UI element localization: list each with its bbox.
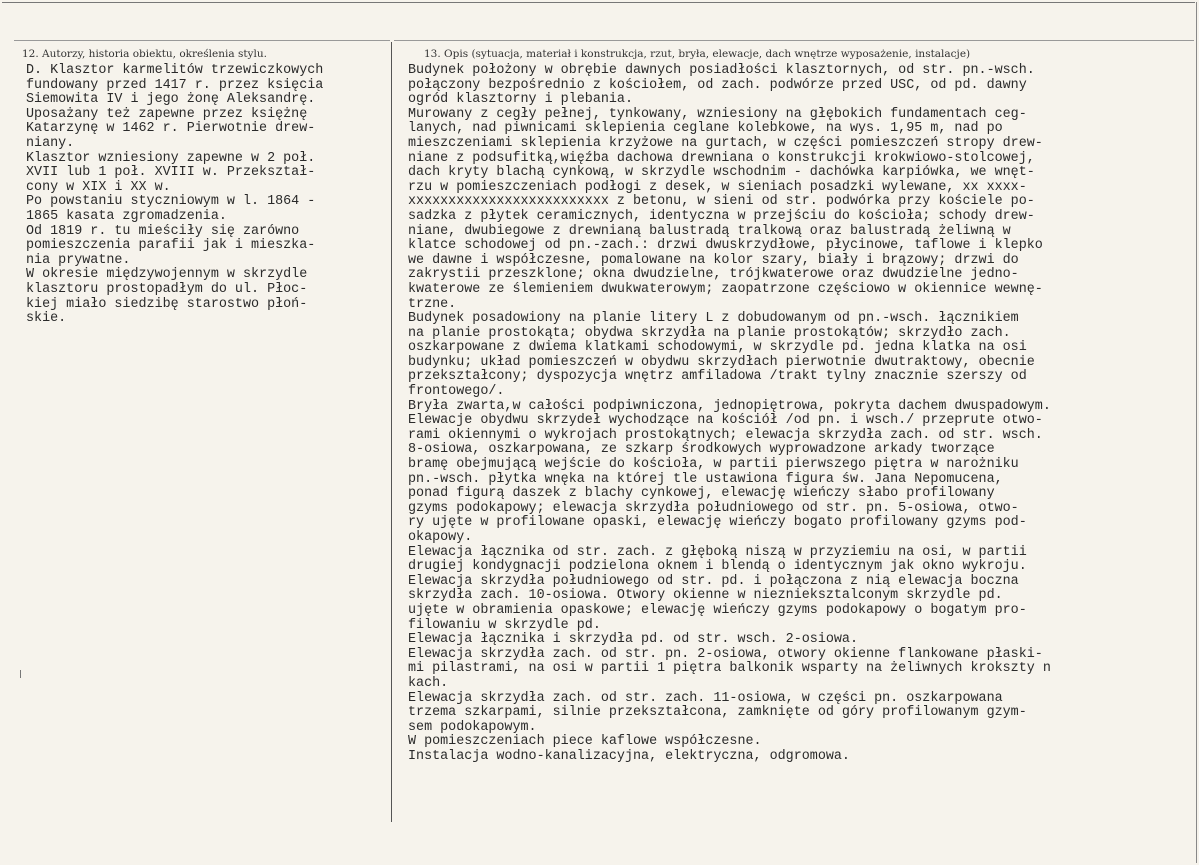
section-12-header: 12. Autorzy, historia obiektu, określenia stylu. xyxy=(22,48,267,60)
margin-tick xyxy=(20,670,21,678)
header-rule-left xyxy=(14,40,390,41)
header-rule-right xyxy=(394,40,1194,41)
description-text: Budynek położony w obrębie dawnych posiadłości klasztornych, od str. pn.-wsch. połączony bezpośrednio z kościołem, od zach. podwórze przed USC, od pd. dawny ogród klasztorny i plebania. Murowany z cegły pełnej, tynkowany, wzniesiony na głębokich fundamentach ceg- lanych, nad piwnicami sklepienia ceglane kolebkowe, na wys. 1,95 m, nad po mieszczeniami sklepienia krzyżowe na gurtach, w części pomieszczeń stropy drew- niane z podsufitką,więźba dachowa drewniana o konstrukcji krokwiowo-stolcowej, dach kryty blachą cynkową, w skrzydle wschodnim - dachówka karpiówka, we wnęt- rzu w pomieszczeniach podłogi z desek, w sieniach posadzki wylewane, xx xxxx- xxxxxxxxxxxxxxxxxxxxxxxxx z betonu, w sieni od str. podwórka przy kościele po- sadzka z płytek ceramicznych, identyczna w przejściu do kościoła; schody drew- niane, dwubiegowe z drewnianą balustradą tralkową oraz balustradą żeliwną w klatce schodowej od pn.-zach.: drzwi dwuskrzydłowe, płycinowe, taflowe i klepko we dawne i współczesne, pomalowane na kolor szary, biały i brązowy; drzwi do zakrystii przeszklone; okna dwudzielne, trójkwaterowe oraz dwudzielne jedno- kwaterowe ze ślemieniem dwukwaterowym; zaopatrzone częściowo w okiennice wewnę- trzne. Budynek posadowiony na planie litery L z dobudowanym od pn.-wsch. łącznikiem na planie prostokąta; obydwa skrzydła na planie prostokątów; skrzydło zach. oszkarpowane z dwiema klatkami schodowymi, w skrzydle pd. jedna klatka na osi budynku; układ pomieszczeń w obydwu skrzydłach pierwotnie dwutraktowy, obecnie przekształcony; dyspozycja wnętrz amfiladowa /trakt tylny znacznie szerszy od frontowego/. Bryła zwarta,w całości podpiwniczona, jednopiętrowa, pokryta dachem dwuspadowym. Elewacje obydwu skrzydeł wychodzące na kościół /od pn. i wsch./ przeprute otwo- rami okiennymi o wykrojach prostokątnych; elewacja skrzydła zach. od str. wsch. 8-osiowa, oszkarpowana, ze szkarp środkowych wyprowadzone arkady tworzące bramę obejmującą wejście do kościoła, w partii pierwszego piętra w narożniku pn.-wsch. płytka wnęka na której tle ustawiona figura św. Jana Nepomucena, ponad figurą daszek z blachy cynkowej, elewację wieńczy słabo profilowany gzyms podokapowy; elewacja skrzydła południowego od str. pn. 5-osiowa, otwo- ry ujęte w profilowane opaski, elewację wieńczy bogato profilowany gzyms pod- okapowy. Elewacja łącznika od str. zach. z głęboką niszą w przyziemiu na osi, w partii drugiej kondygnacji podzielona oknem i blendą o identycznym jak okno wykroju. Elewacja skrzydła południowego od str. pd. i połączona z nią elewacja boczna skrzydła zach. 10-osiowa. Otwory okienne w nieznieksztalconym skrzydle pd. ujęte w obramienia opaskowe; elewację wieńczy gzyms podokapowy o bogatym pro- filowaniu w skrzydle pd. Elewacja łącznika i skrzydła pd. od str. wsch. 2-osiowa. Elewacja skrzydła zach. od str. pn. 2-osiowa, otwory okienne flankowane płaski- mi pilastrami, na osi w partii 1 piętra balkonik wsparty na żeliwnych krokszty n kach. Elewacja skrzydła zach. od str. zach. 11-osiowa, w części pn. oszkarpowana trzema szkarpami, silnie przekształcona, zamknięte od góry profilowanym gzym- sem podokapowym. W pomieszczeniach piece kaflowe współczesne. Instalacja wodno-kanalizacyjna, elektryczna, odgromowa. xyxy=(408,63,1051,764)
column-divider xyxy=(391,42,392,822)
top-border xyxy=(2,2,1195,7)
right-border xyxy=(1196,2,1197,863)
history-text: D. Klasztor karmelitów trzewiczkowych fundowany przed 1417 r. przez księcia Siemowita IV i jego żonę Aleksandrę. Uposażany też zapewne przez księżnę Katarzynę w 1462 r. Pierwotnie drew- niany. Klasztor wzniesiony zapewne w 2 poł. XVII lub 1 poł. XVIII w. Przekształ- cony w XIX i XX w. Po powstaniu styczniowym w l. 1864 - 1865 kasata zgromadzenia. Od 1819 r. tu mieściły się zarówno pomieszczenia parafii jak i mieszka- nia prywatne. W okresie międzywojennym w skrzydle klasztoru prostopadłym do ul. Płoc- kiej miało siedzibę starostwo płoń- skie. xyxy=(26,63,324,327)
section-13-header: 13. Opis (sytuacja, materiał i konstrukcja, rzut, bryła, elewacje, dach wnętrze wyposażenie, instalacje) xyxy=(424,48,971,60)
